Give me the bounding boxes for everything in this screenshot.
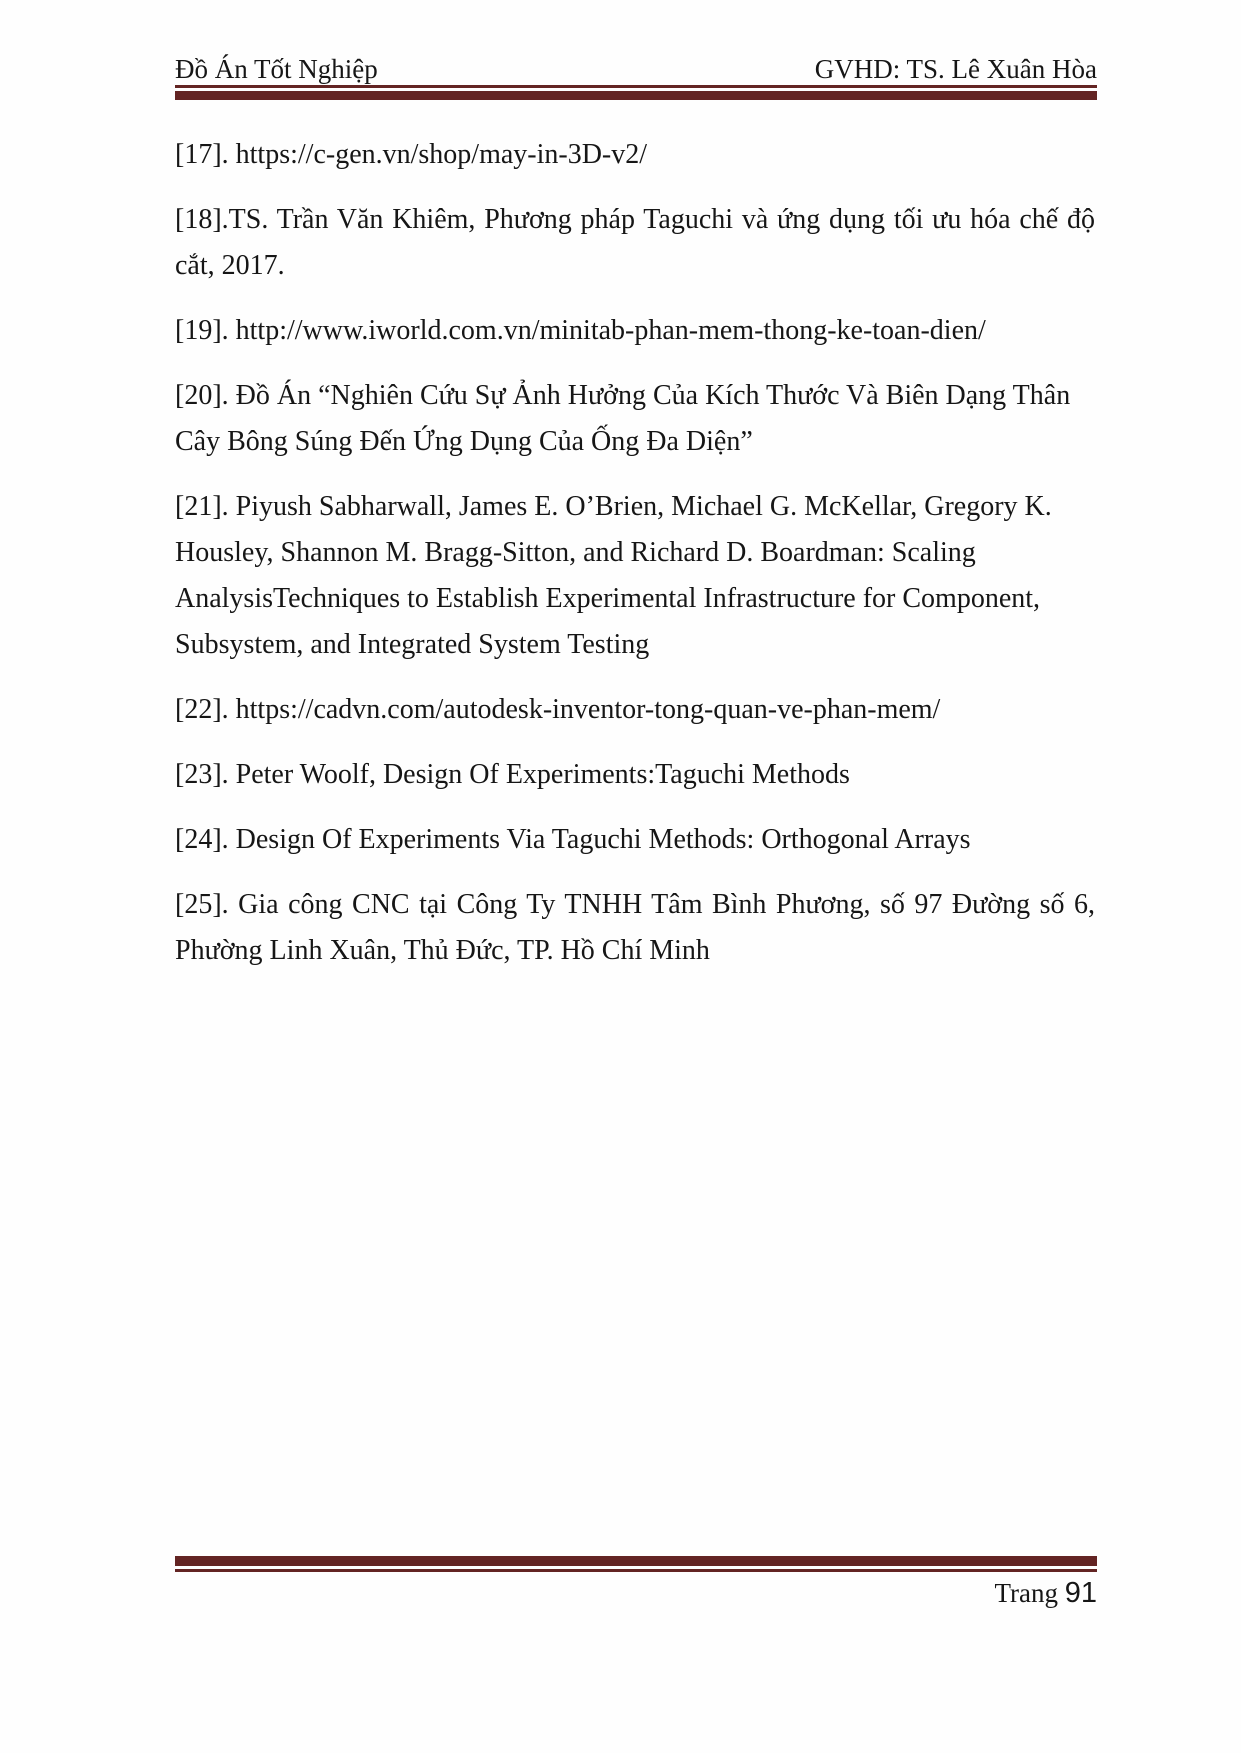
reference-item-21: [21]. Piyush Sabharwall, James E. O’Brien, Michael G. McKellar, Gregory K. Housley, Shannon M. Bragg-Sitton, and Richard D. Boardman: Scaling AnalysisTechniques to Establish Experimental Infrastructure for Component, Subsystem, and Integrated System Testing	[175, 491, 1052, 660]
reference-item-25: [25]. Gia công CNC tại Công Ty TNHH Tâm Bình Phương, số 97 Đường số 6, Phường Linh Xuân, Thủ Đức, TP. Hồ Chí Minh	[175, 889, 1095, 966]
footer-rule-thick	[175, 1556, 1097, 1566]
header-rule-thick	[175, 91, 1097, 100]
footer-rule-thin	[175, 1569, 1097, 1572]
reference-item-18: [18].TS. Trần Văn Khiêm, Phương pháp Taguchi và ứng dụng tối ưu hóa chế độ cắt, 2017.	[175, 204, 1095, 281]
reference-item-24: [24]. Design Of Experiments Via Taguchi Methods: Orthogonal Arrays	[175, 824, 971, 855]
page-number-label: Trang	[994, 1578, 1058, 1608]
reference-item-23: [23]. Peter Woolf, Design Of Experiments:Taguchi Methods	[175, 759, 850, 790]
header-supervisor: GVHD: TS. Lê Xuân Hòa	[814, 54, 1097, 84]
header-title: Đồ Án Tốt Nghiệp	[175, 54, 378, 84]
references-list	[175, 132, 1095, 993]
page-header	[175, 52, 1097, 86]
reference-item-19: [19]. http://www.iworld.com.vn/minitab-phan-mem-thong-ke-toan-dien/	[175, 315, 986, 346]
reference-item-20: [20]. Đồ Án “Nghiên Cứu Sự Ảnh Hưởng Của Kích Thước Và Biên Dạng Thân Cây Bông Súng Đến Ứng Dụng Của Ống Đa Diện”	[175, 380, 1071, 457]
reference-item-22: [22]. https://cadvn.com/autodesk-inventor-tong-quan-ve-phan-mem/	[175, 694, 941, 725]
header-rule-thin	[175, 85, 1097, 88]
reference-item-17: [17]. https://c-gen.vn/shop/may-in-3D-v2/	[175, 139, 648, 170]
page-number-value: 91	[1064, 1577, 1097, 1609]
page-footer	[175, 1576, 1097, 1610]
